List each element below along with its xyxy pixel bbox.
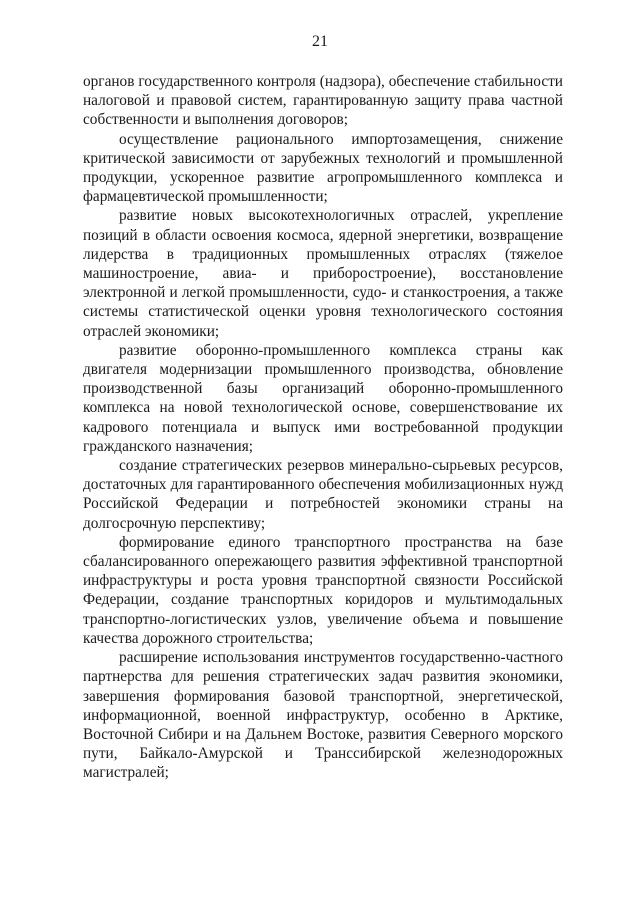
page-number: 21	[312, 33, 328, 50]
paragraph-defense-industry: развитие оборонно-промышленного комплекса страны как двигателя модернизации промышленного производства, обновление производственной базы организаций оборонно-промышленного комплекса на новой технологической основе, совершенствование их кадрового потенциала и выпуск ими востребованной продукции гражданского назначения;	[83, 341, 563, 455]
paragraph-import-substitution: осуществление рационального импортозамещения, снижение критической зависимости от зарубежных технологий и промышленной продукции, ускоренное развитие агропромышленного комплекса и фармацевтической промышленности;	[83, 130, 563, 206]
paragraph-continuation: органов государственного контроля (надзора), обеспечение стабильности налоговой и правовой систем, гарантированную защиту права частной собственности и выполнения договоров;	[83, 73, 563, 129]
paragraph-strategic-reserves: создание стратегических резервов минерально-сырьевых ресурсов, достаточных для гарантированного обеспечения мобилизационных нужд Российской Федерации и потребностей экономики страны на долгосрочную перспективу;	[83, 457, 563, 532]
paragraph-public-private-partnership: расширение использования инструментов государственно-частного партнерства для решения стратегических задач развития экономики, завершения формирования базовой транспортной, энергетической, информационной, военной инфраструктур, особенно в Арктике, Восточной Сибири и на Дальнем Востоке, развития Северного морского пути, Байкало-Амурской и Транссибирской железнодорожных магистралей;	[83, 649, 563, 782]
paragraph-high-tech-industries: развитие новых высокотехнологичных отраслей, укрепление позиций в области освоения космоса, ядерной энергетики, возвращение лидерства в традиционных промышленных отраслях (тяжелое машиностроение, авиа- и приборостроение), восстановление электронной и легкой промышленности, судо- и станкостроения, а также системы статистической оценки уровня технологического состояния отраслей экономики;	[83, 207, 563, 340]
document-body	[83, 72, 563, 783]
paragraph-transport-space: формирование единого транспортного пространства на базе сбалансированного опережающего развития эффективной транспортной инфраструктуры и роста уровня транспортной связности Российской Федерации, создание транспортных коридоров и мультимодальных транспортно-логистических узлов, увеличение объема и повышение качества дорожного строительства;	[83, 533, 563, 647]
